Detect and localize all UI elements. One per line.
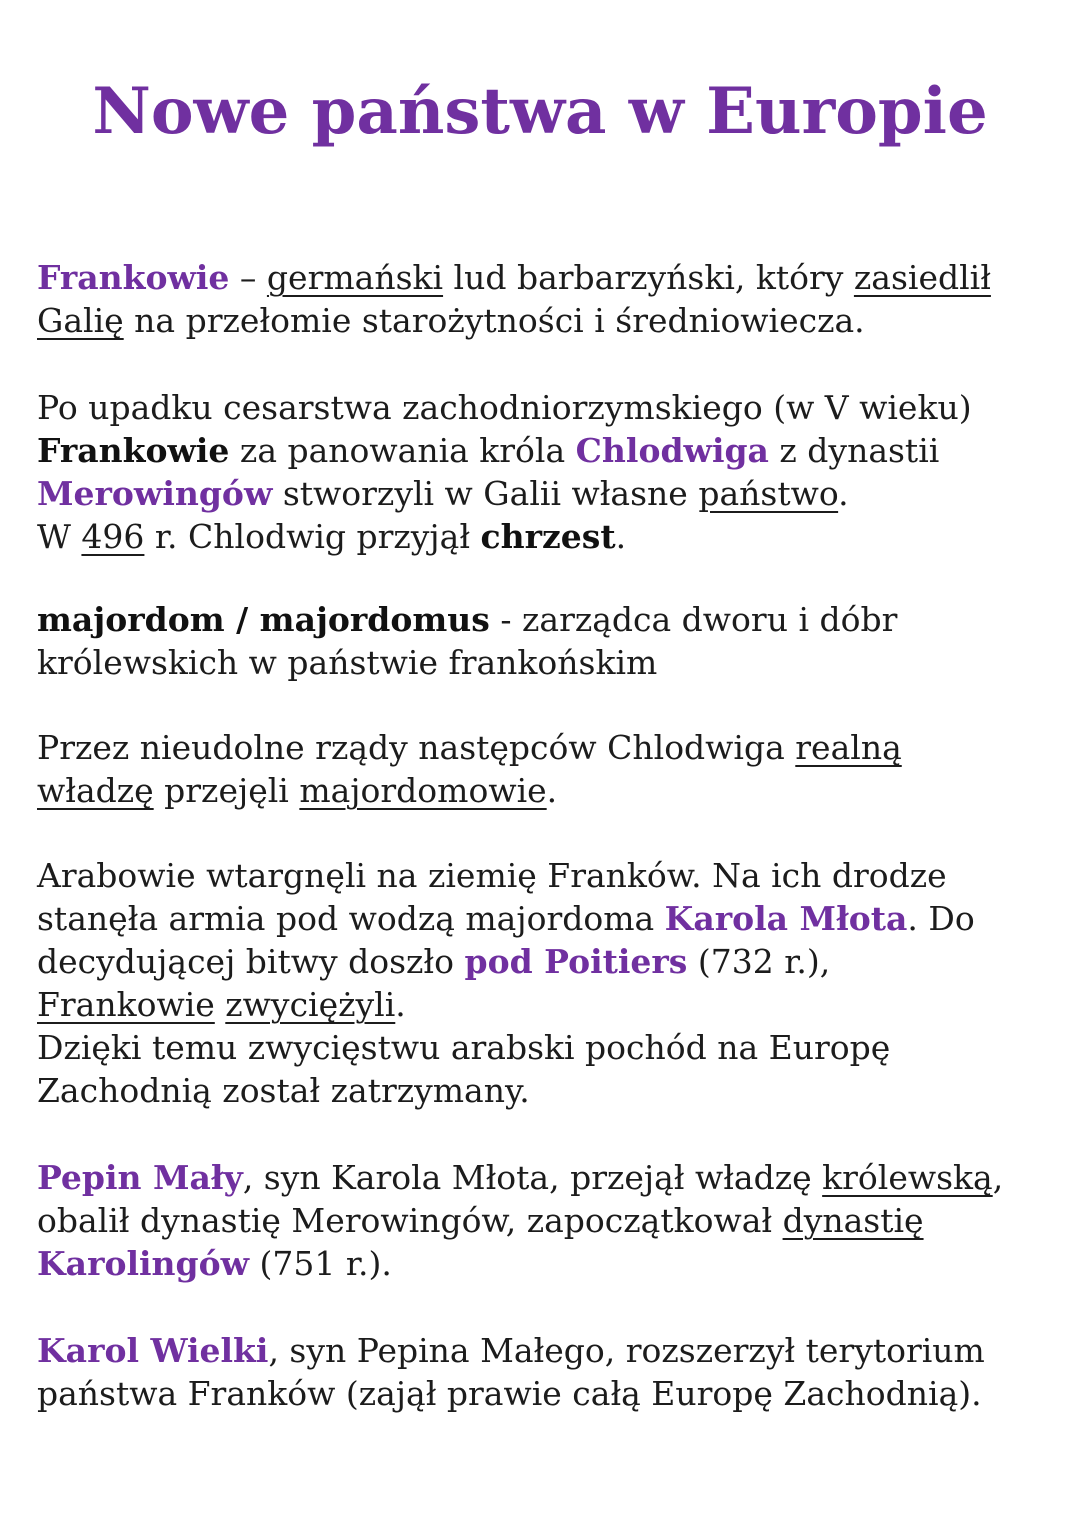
paragraph-pepin-maly [37,1156,1062,1285]
text-segment: Zachodnią został zatrzymany. [37,1071,530,1110]
text-segment: królewskich w państwie frankońskim [37,643,658,682]
paragraph-frankowie [37,256,1062,342]
text-segment: (751 r.). [249,1244,392,1283]
term-karola-mlota: Karola Młota [664,899,908,938]
term-majordom: majordom / majordomus [37,600,490,639]
text-segment: Przez nieudolne rządy następców Chlodwiga [37,728,796,767]
text-segment: z dynastii [768,431,940,470]
text-segment: . [615,517,627,556]
text-segment: . [838,474,849,513]
text-segment: , [992,1158,1004,1197]
text-segment: . [395,985,406,1024]
text-segment: decydującej bitwy doszło [37,942,465,981]
text-segment: , syn Pepina Małego, rozszerzył terytorium [268,1331,985,1370]
underlined-germanski: germański [266,258,444,297]
term-karol-wielki: Karol Wielki [37,1331,269,1370]
underlined-year-496: 496 [81,517,145,556]
term-chlodwiga: Chlodwiga [575,431,769,470]
text-segment: W [37,517,82,556]
text-segment: państwa Franków (zajął prawie całą Europę Zachodnią). [37,1374,982,1413]
text-segment: - zarządca dworu i dóbr [489,600,898,639]
text-segment: , syn Karola Młota, przejął władzę [242,1158,823,1197]
text-segment: . Do [907,899,975,938]
term-frankowie-bold: Frankowie [37,431,230,470]
term-merowingow: Merowingów [37,474,273,513]
text-segment: (732 r.), [687,942,831,981]
text-segment: Arabowie wtargnęli na ziemię Franków. Na ich drodze [37,856,947,895]
text-segment: na przełomie starożytności i średniowiecza. [123,301,865,340]
text-segment: lud barbarzyński, który [443,258,854,297]
underlined-krolewska: królewską [822,1158,993,1197]
text-segment: – [229,258,267,297]
underlined-zasiedlil: zasiedlił [853,258,991,297]
underlined-panstwo: państwo [698,474,839,513]
underlined-wladze: władzę [37,771,154,810]
text-segment: przejęli [153,771,300,810]
underlined-majordomowie: majordomowie [299,771,547,810]
paragraph-chlodwig [37,386,1062,558]
text-segment: Po upadku cesarstwa zachodniorzymskiego (w V wieku) [37,388,972,427]
term-karolingow: Karolingów [37,1244,250,1283]
page-title: Nowe państwa w Europie [92,74,988,149]
paragraph-poitiers [37,854,1062,1112]
paragraph-majordomowie [37,726,1062,812]
paragraph-karol-wielki [37,1329,1062,1415]
text-segment: za panowania króla [229,431,576,470]
term-chrzest: chrzest [480,517,616,556]
term-pepin-maly: Pepin Mały [37,1158,243,1197]
text-segment: stworzyli w Galii własne [272,474,699,513]
term-pod-poitiers: pod Poitiers [464,942,688,981]
underlined-galie: Galię [37,301,124,340]
text-segment: Dzięki temu zwycięstwu arabski pochód na Europę [37,1028,891,1067]
underlined-frankowie: Frankowie [37,985,215,1024]
text-segment: r. Chlodwig przyjął [144,517,481,556]
paragraph-majordom-definition [37,598,1062,684]
text-segment [215,985,226,1024]
text-segment: obalił dynastię Merowingów, zapoczątkował [37,1201,783,1240]
text-segment: stanęła armia pod wodzą majordoma [37,899,665,938]
underlined-realna: realną [795,728,902,767]
text-segment: . [546,771,558,810]
term-frankowie: Frankowie [37,258,230,297]
underlined-zwyciezyli: zwyciężyli [225,985,396,1024]
underlined-dynastie: dynastię [782,1201,924,1240]
